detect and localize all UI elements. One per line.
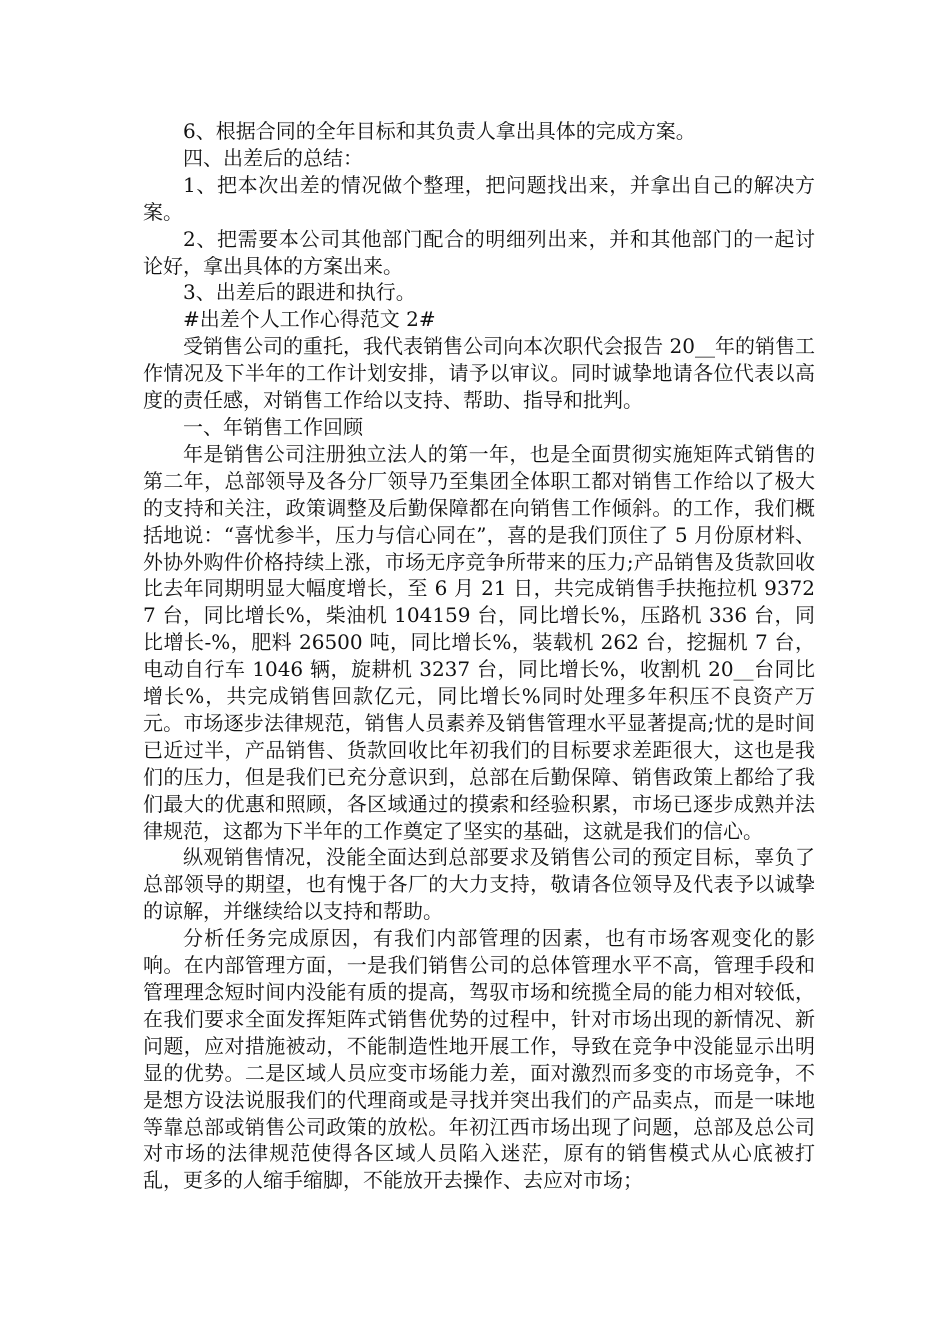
paragraph-summary-item-1: 1、把本次出差的情况做个整理，把问题找出来，并拿出自己的解决方案。 — [143, 172, 815, 224]
section-title-sample-2: #出差个人工作心得范文 2# — [183, 307, 436, 332]
paragraph-cause-analysis: 分析任务完成原因，有我们内部管理的因素，也有市场客观变化的影响。在内部管理方面，一是我们销售公司的总体管理水平不高，管理手段和管理理念短时间内没能有质的提高，驾驭市场和统揽全局的能力相对较低，在我们要求全面发挥矩阵式销售优势的过程中，针对市场出现的新情况、新问题，应对措施被动，不能制造性地开展工作，导致在竞争中没能显示出明显的优势。二是区域人员应变市场能力差，面对激烈而多变的市场竞争，不是想方设法说服我们的代理商或是寻找并突出我们的产品卖点，而是一味地等靠总部或销售公司政策的放松。年初江西市场出现了问题，总部及总公司对市场的法律规范使得各区域人员陷入迷茫，原有的销售模式从心底被打乱，更多的人缩手缩脚，不能放开去操作、去应对市场； — [143, 926, 815, 1193]
heading-sales-review: 一、年销售工作回顾 — [183, 414, 363, 439]
paragraph-summary-item-2: 2、把需要本公司其他部门配合的明细列出来，并和其他部门的一起讨论好，拿出具体的方案出来。 — [143, 226, 815, 278]
paragraph-plan-item-6: 6、根据合同的全年目标和其负责人拿出具体的完成方案。 — [183, 119, 696, 143]
heading-after-trip-summary: 四、出差后的总结： — [183, 145, 363, 170]
document-body — [143, 118, 815, 1194]
paragraph-sales-review: 年是销售公司注册独立法人的第一年，也是全面贯彻实施矩阵式销售的第二年，总部领导及各分厂领导乃至集团全体职工都对销售工作给以了极大的支持和关注，政策调整及后勤保障都在向销售工作倾斜。的工作，我们概括地说：“喜忧参半，压力与信心同在”，喜的是我们顶住了 5 月份原材料、外协外购件价格持续上涨，市场无序竞争所带来的压力;产品销售及货款回收比去年同期明显大幅度增长，至 6 月 21 日，共完成销售手扶拖拉机 93727 台，同比增长%，柴油机 104159 台，同比增长%，压路机 336 台，同比增长-%，肥料 26500 吨，同比增长%，装载机 262 台，挖掘机 7 台，电动自行车 1046 辆，旋耕机 3237 台，同比增长%，收割机 20__台同比增长%，共完成销售回款亿元，同比增长%同时处理多年积压不良资产万元。市场逐步法律规范，销售人员素养及销售管理水平显著提高;忧的是时间已近过半，产品销售、货款回收比年初我们的目标要求差距很大，这也是我们的压力，但是我们已充分意识到，总部在后勤保障、销售政策上都给了我们最大的优惠和照顾，各区域通过的摸索和经验积累，市场已逐步成熟并法律规范，这都为下半年的工作奠定了坚实的基础，这就是我们的信心。 — [143, 441, 815, 843]
paragraph-summary-item-3: 3、出差后的跟进和执行。 — [183, 280, 416, 305]
paragraph-report-intro: 受销售公司的重托，我代表销售公司向本次职代会报告 20__年的销售工作情况及下半年的工作计划安排，请予以审议。同时诚挚地请各位代表以高度的责任感，对销售工作给以支持、帮助、指导和批判。 — [143, 334, 815, 413]
paragraph-overall-sales: 纵观销售情况，没能全面达到总部要求及销售公司的预定目标，辜负了总部领导的期望，也有愧于各厂的大力支持，敬请各位领导及代表予以诚挚的谅解，并继续给以支持和帮助。 — [143, 845, 815, 924]
